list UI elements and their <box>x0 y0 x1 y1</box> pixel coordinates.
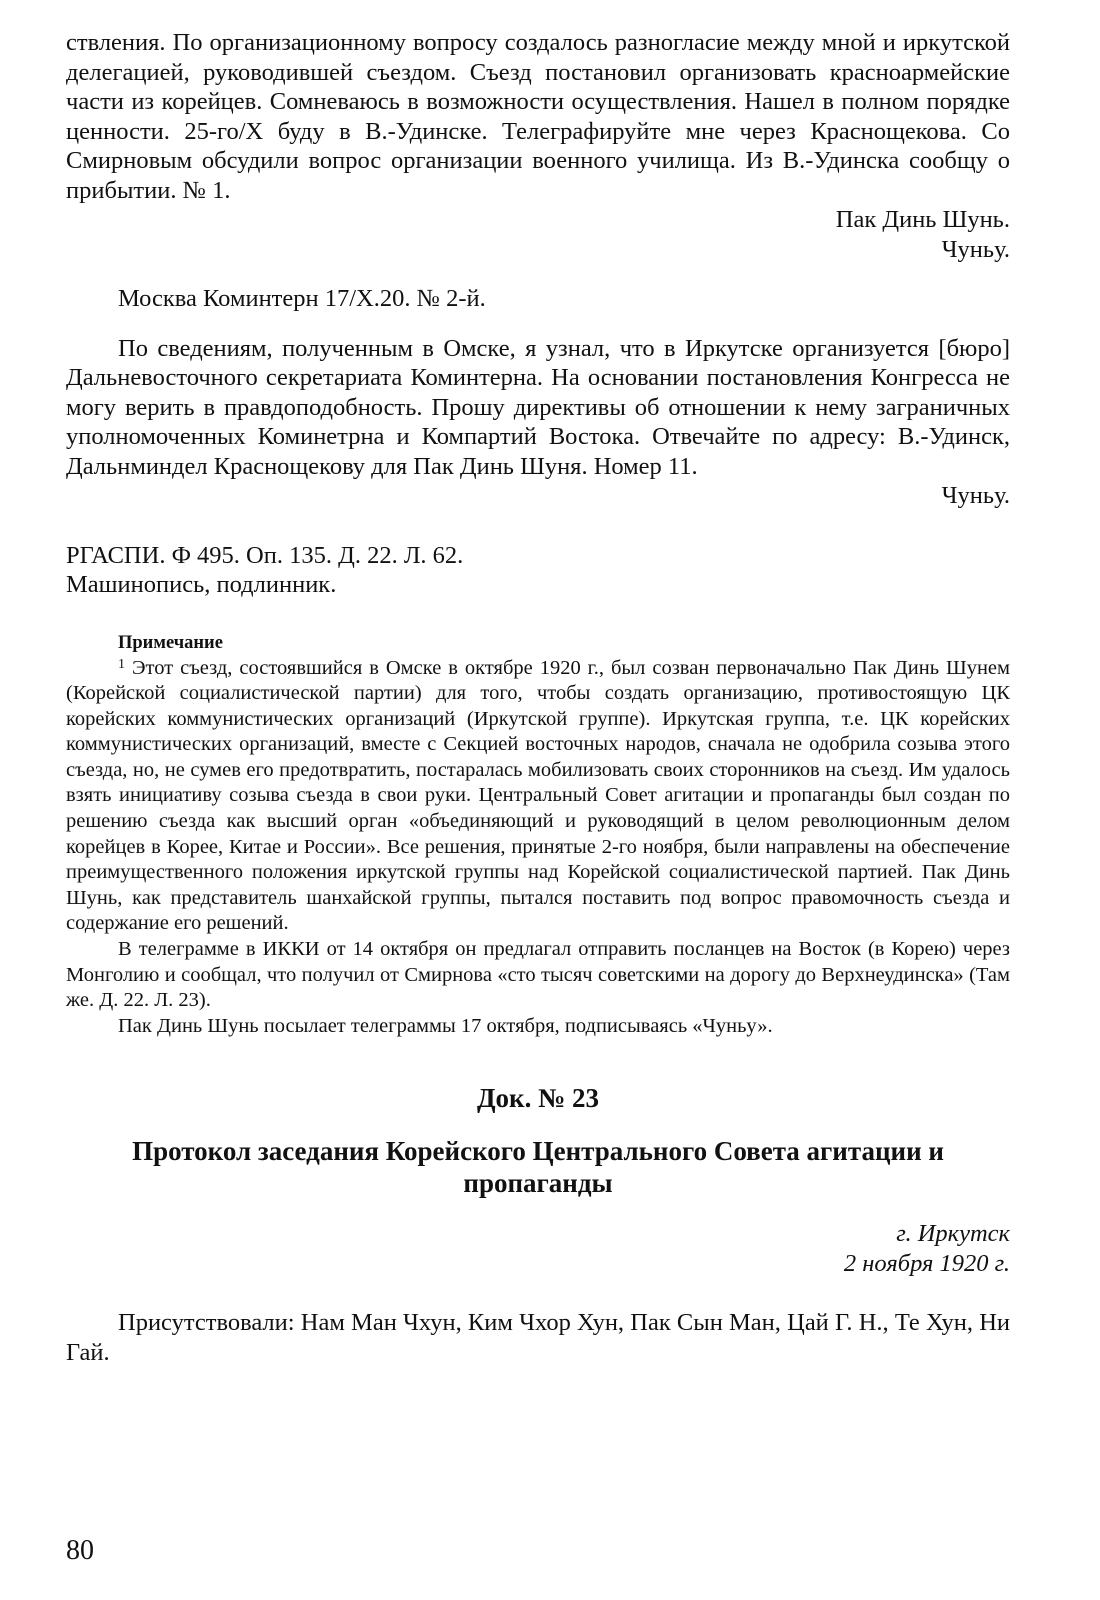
telegram-header: Москва Коминтерн 17/X.20. № 2-й. <box>118 285 486 312</box>
archive-type: Машинопись, подлинник. <box>66 571 337 598</box>
footnote-marker: 1 <box>118 656 125 672</box>
document-place: г. Иркутск <box>896 1220 1010 1248</box>
note-paragraph-3: Пак Динь Шунь посылает телеграммы 17 октября, подписываясь «Чуньу». <box>118 1014 773 1037</box>
archive-reference: РГАСПИ. Ф 495. Оп. 135. Д. 22. Л. 62. <box>66 541 464 569</box>
document-title: Протокол заседания Корейского Центрального Совета агитации и пропаганды <box>132 1136 944 1199</box>
telegram-signature: Чуньу. <box>941 482 1010 509</box>
note-heading: Примечание <box>118 632 223 653</box>
telegram-body: По сведениям, полученным в Омске, я узнал, что в Иркутске организуется [бюро] Дальневосточного секретариата Коминтерна. На основании постановления Конгресса не могу верить в правдоподобность. Прошу директивы об отношении к нему заграничных уполномоченных Коминетрна и Компартий Востока. Отвечайте по адресу: В.-Удинск, Дальнминдел Краснощекову для Пак Динь Шуня. Номер 11. <box>66 334 1010 480</box>
note-text-1: Этот съезд, состоявшийся в Омске в октябре 1920 г., был созван первоначально Пак Динь Шунем (Корейской социалистической партии) для того, чтобы создать организацию, противостоящую ЦК корейских коммунистических организаций (Иркутской группе). Иркутская группа, т.е. ЦК корейских коммунистических организаций, вместе с Секцией восточных народов, сначала не одобрила созыва этого съезда, но, не сумев его предотвратить, постаралась мобилизовать своих сторонников на съезд. Им удалось взять инициативу созыва съезда в свои руки. Центральный Совет агитации и пропаганды был создан по решению съезда как высший орган «объединяющий и руководящий в целом революционным делом корейцев в Корее, Китае и России». Все решения, принятые 2-го ноября, были направлены на обеспечение преимущественного положения иркутской группы над Корейской социалистической партией. Пак Динь Шунь, как представитель шанхайской группы, пытался поставить под вопрос правомочность съезда и содержание его решений. <box>66 656 1010 935</box>
continuation-paragraph: ствления. По организационному вопросу создалось разногласие между мной и иркутской делегацией, руководившей съездом. Съезд постановил организовать красноармейские части из корейцев. Сомневаюсь в возможности осуществления. Нашел в полном порядке ценности. 25-го/X буду в В.-Удинске. Телеграфируйте мне через Краснощекова. Со Смирновым обсудили вопрос организации военного училища. Из В.-Удинска сообщу о прибытии. № 1. <box>66 29 1010 204</box>
signature-name: Пак Динь Шунь. <box>835 206 1010 233</box>
document-page <box>66 28 1010 1367</box>
note-paragraph-2: В телеграмме в ИККИ от 14 октября он предлагал отправить посланцев на Восток (в Корею) через Монголию и сообщал, что получил от Смирнова «сто тысяч советскими на дорогу до Верхнеудинска» (Там же. Д. 22. Л. 23). <box>66 938 1010 1012</box>
document-date: 2 ноября 1920 г. <box>843 1249 1010 1277</box>
page-number: 80 <box>66 1535 94 1566</box>
signature-alias: Чуньу. <box>941 235 1010 263</box>
document-number: Док. № 23 <box>476 1083 599 1114</box>
note-paragraph-1 <box>66 656 1010 938</box>
attendees-list: Присутствовали: Нам Ман Чхун, Ким Чхор Хун, Пак Сын Ман, Цай Г. Н., Те Хун, Ни Гай. <box>66 1309 1010 1366</box>
